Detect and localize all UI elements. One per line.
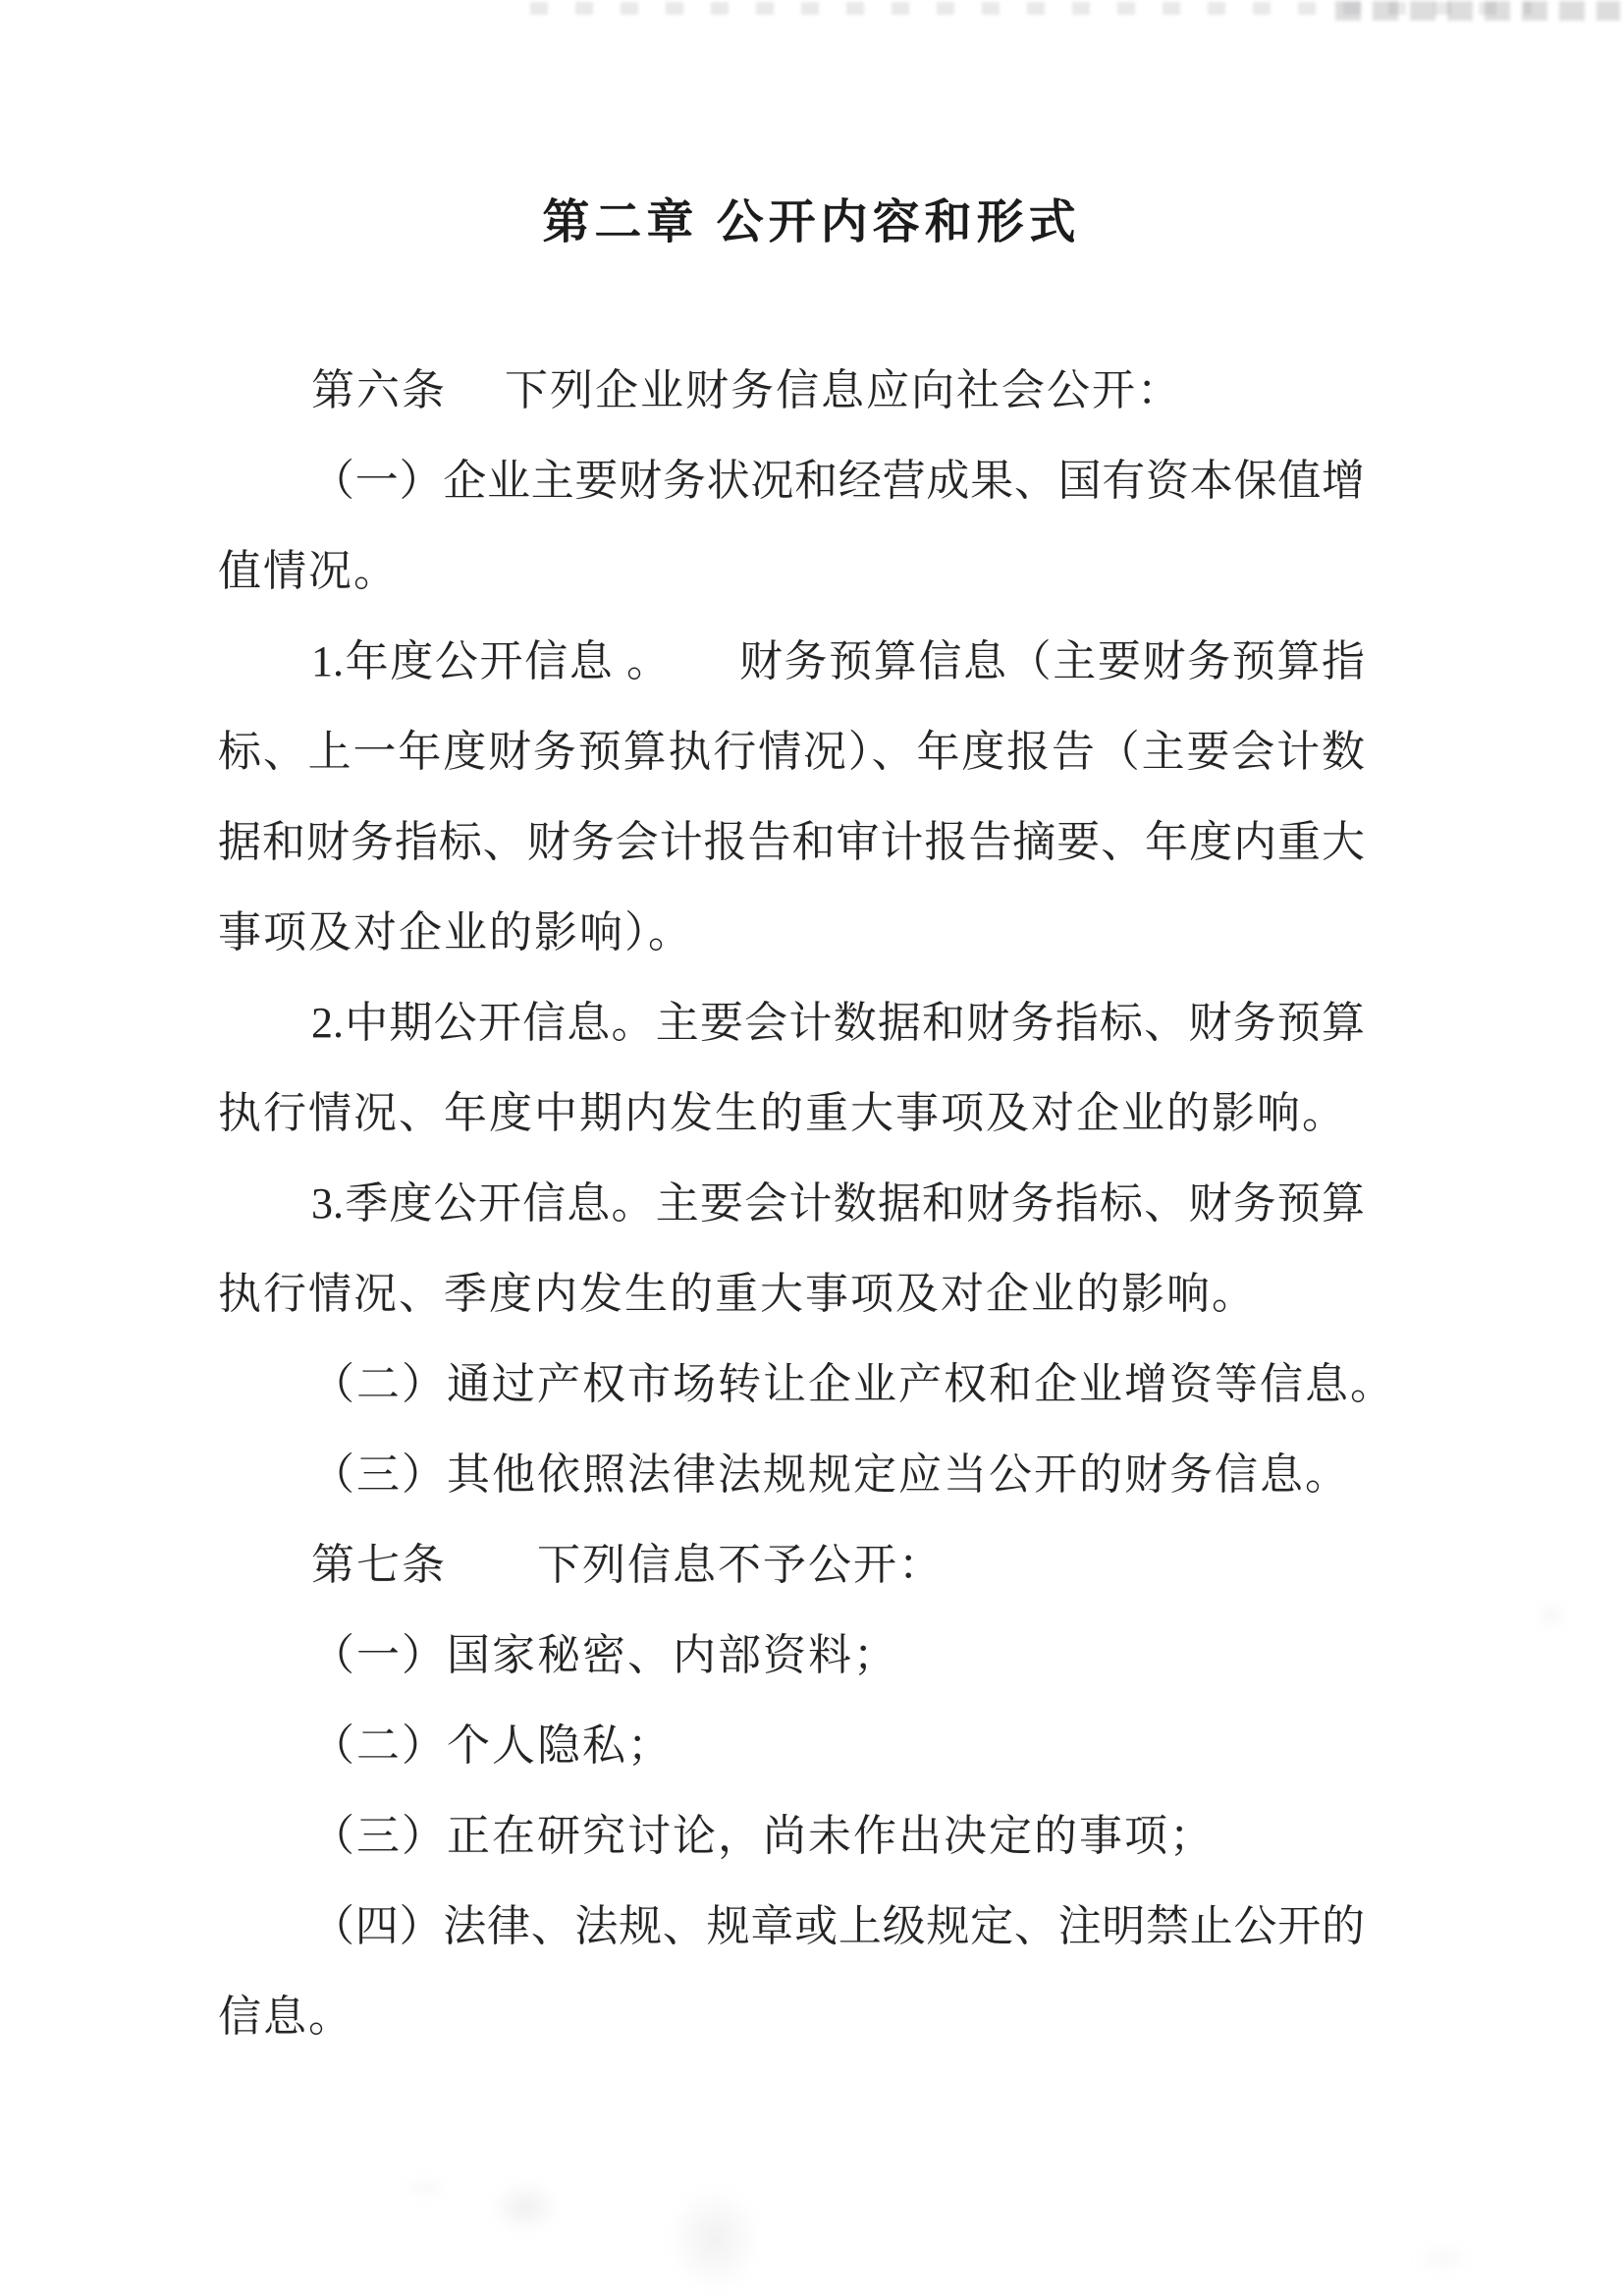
text-line: 第六条 下列企业财务信息应向社会公开： xyxy=(311,366,1182,414)
text-line: 信息。 xyxy=(218,1993,353,2041)
text-line: 事项及对企业的影响）。 xyxy=(218,908,693,957)
text-line: 据和财务指标、财务会计报告和审计报告摘要、年度内重大 xyxy=(218,818,1365,866)
text-line: （三）正在研究讨论，尚未作出决定的事项； xyxy=(311,1812,1215,1860)
text-line: 标、上一年度财务预算执行情况）、年度报告（主要会计数 xyxy=(218,728,1365,776)
text-line: （三）其他依照法律法规规定应当公开的财务信息。 xyxy=(311,1450,1350,1499)
text-line: 值情况。 xyxy=(218,547,399,595)
text-line: （一）企业主要财务状况和经营成果、国有资本保值增 xyxy=(311,457,1365,505)
scan-smudge xyxy=(1414,2244,1473,2273)
scan-artifact-top-right xyxy=(1335,1,1620,21)
text-line: 第七条 下列信息不予公开： xyxy=(311,1541,944,1589)
text-line: 执行情况、年度中期内发生的重大事项及对企业的影响。 xyxy=(218,1089,1347,1137)
text-line: 2.中期公开信息。主要会计数据和财务指标、财务预算 xyxy=(311,999,1365,1047)
text-line: （二）个人隐私； xyxy=(311,1722,673,1770)
text-line: 1.年度公开信息 。 财务预算信息（主要财务预算指 xyxy=(311,637,1365,685)
scan-smudge xyxy=(1537,1601,1566,1630)
text-line: （二）通过产权市场转让企业产权和企业增资等信息。 xyxy=(311,1360,1395,1408)
scan-smudge xyxy=(403,2178,447,2198)
text-line: （一）国家秘密、内部资料； xyxy=(311,1631,898,1679)
text-line: 3.季度公开信息。主要会计数据和财务指标、财务预算 xyxy=(311,1179,1365,1228)
document-body xyxy=(218,346,1395,2062)
text-line: 执行情况、季度内发生的重大事项及对企业的影响。 xyxy=(218,1270,1257,1318)
chapter-title: 第二章 公开内容和形式 xyxy=(542,196,1081,248)
scan-smudge xyxy=(491,2180,560,2234)
text-line: （四）法律、法规、规章或上级规定、注明禁止公开的 xyxy=(311,1902,1365,1950)
scan-smudge xyxy=(668,2185,761,2293)
